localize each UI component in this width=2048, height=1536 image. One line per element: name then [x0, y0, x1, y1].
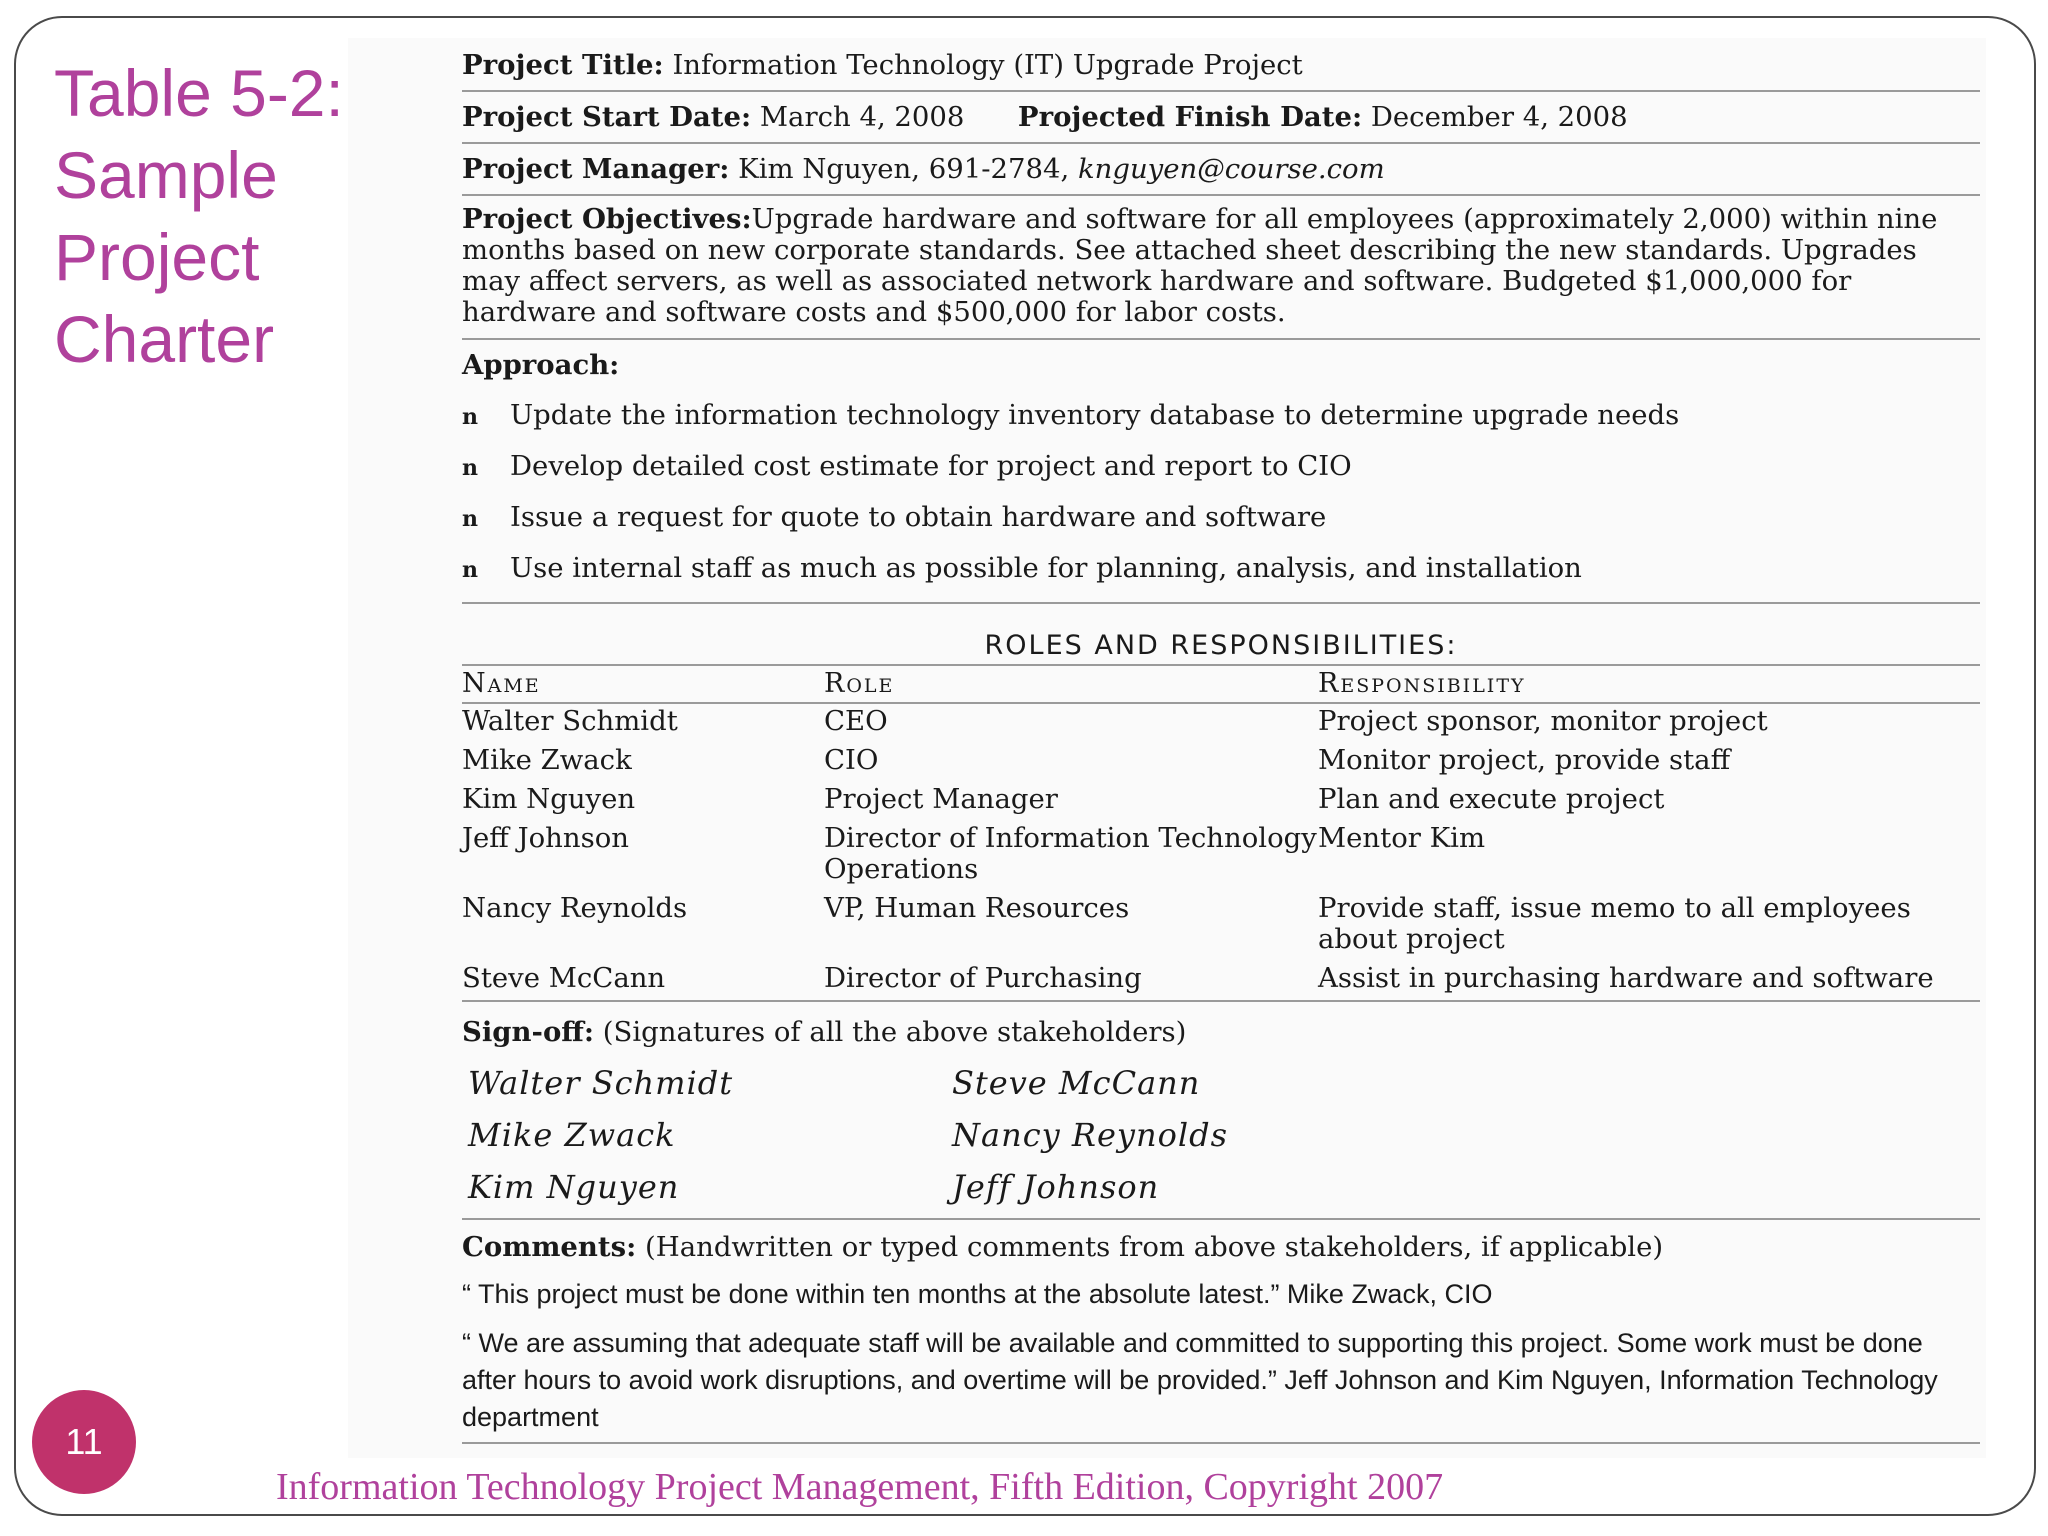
- cell-responsibility: Provide staff, issue memo to all employees about project: [1318, 892, 1911, 955]
- cell-responsibility: Plan and execute project: [1318, 783, 1665, 815]
- bullet-icon: n: [462, 557, 478, 583]
- slide-footer: Information Technology Project Management, Fifth Edition, Copyright 2007: [276, 1466, 1444, 1508]
- cell-name: Mike Zwack: [462, 744, 632, 776]
- signature-nancy-reynolds: Nancy Reynolds: [952, 1116, 1228, 1154]
- start-date-label: Project Start Date:: [462, 101, 752, 133]
- cell-role: Director of Purchasing: [824, 962, 1142, 994]
- table-row: [462, 961, 1980, 1000]
- manager-label: Project Manager:: [462, 153, 730, 185]
- table-row: [462, 782, 1980, 821]
- slide-title-line: Project: [54, 220, 260, 294]
- cell-responsibility: Project sponsor, monitor project: [1318, 705, 1768, 737]
- objectives-label: Project Objectives:: [462, 203, 752, 235]
- table-row: [462, 743, 1980, 782]
- signoff-note: (Signatures of all the above stakeholders): [602, 1016, 1187, 1048]
- finish-date-value: December 4, 2008: [1370, 101, 1628, 133]
- slide-title-line: Sample: [54, 138, 278, 212]
- list-item: n Use internal staff as much as possible for planning, analysis, and installation: [462, 543, 1980, 594]
- signature-walter-schmidt: Walter Schmidt: [468, 1064, 734, 1102]
- project-title-row: [462, 40, 1980, 92]
- cell-role: VP, Human Resources: [824, 892, 1130, 924]
- signature-jeff-johnson: Jeff Johnson: [952, 1168, 1160, 1206]
- approach-section: [462, 340, 1980, 604]
- signature-grid: [462, 1058, 1980, 1218]
- bullet-icon: n: [462, 404, 478, 430]
- project-title-value: Information Technology (IT) Upgrade Project: [672, 49, 1303, 81]
- finish-date-label: Projected Finish Date:: [1017, 101, 1363, 133]
- comments-row: [462, 1220, 1980, 1270]
- table-row: [462, 703, 1980, 743]
- signature-mike-zwack: Mike Zwack: [468, 1116, 676, 1154]
- slide-title: [54, 52, 384, 380]
- manager-value: Kim Nguyen, 691-2784,: [738, 153, 1070, 185]
- signature-steve-mccann: Steve McCann: [952, 1064, 1201, 1102]
- column-header-responsibility: Responsibility: [1318, 666, 1980, 703]
- signoff-label: Sign-off:: [462, 1016, 595, 1048]
- approach-list: [462, 390, 1980, 602]
- cell-responsibility: Assist in purchasing hardware and software: [1318, 962, 1934, 994]
- project-title-label: Project Title:: [462, 49, 664, 81]
- list-item: n Update the information technology inventory database to determine upgrade needs: [462, 390, 1980, 441]
- cell-role: CIO: [824, 744, 879, 776]
- list-item: n Issue a request for quote to obtain hardware and software: [462, 492, 1980, 543]
- cell-responsibility: Mentor Kim: [1318, 822, 1486, 854]
- manager-email: knguyen@course.com: [1077, 153, 1385, 185]
- cell-name: Walter Schmidt: [462, 705, 678, 737]
- comments-label: Comments:: [462, 1231, 637, 1263]
- bullet-icon: n: [462, 506, 478, 532]
- signature-kim-nguyen: Kim Nguyen: [468, 1168, 680, 1206]
- start-date-value: March 4, 2008: [759, 101, 965, 133]
- project-manager-row: [462, 144, 1980, 196]
- signoff-section: [462, 1002, 1980, 1220]
- column-header-name: Name: [462, 666, 824, 703]
- cell-name: Nancy Reynolds: [462, 892, 688, 924]
- slide-title-line: Charter: [54, 302, 275, 376]
- cell-role: Director of Information Technology Operations: [824, 822, 1317, 885]
- column-header-role: Role: [824, 666, 1318, 703]
- project-charter: [462, 40, 1980, 1444]
- cell-role: CEO: [824, 705, 888, 737]
- comments-section: [462, 1220, 1980, 1444]
- cell-name: Steve McCann: [462, 962, 666, 994]
- comments-note: (Handwritten or typed comments from above stakeholders, if applicable): [645, 1231, 1664, 1263]
- comment-quote: “ We are assuming that adequate staff will be available and committed to supporting this project. Some work must be done after hours to avoid work disruptions, and overtime will be provided.” Jeff Johnson and Kim Nguyen, Information Technology department: [462, 1328, 1938, 1432]
- project-dates-row: [462, 92, 1980, 144]
- approach-label: Approach:: [462, 349, 620, 381]
- objectives-text: Upgrade hardware and software for all employees (approximately 2,000) within nine months based on new corporate standards. See attached sheet describing the new standards. Upgrades may affect servers, as well as associated network hardware and software. Budgeted $1,000,000 for hardware and software costs and $500,000 for labor costs.: [462, 203, 1938, 328]
- page-number-badge: 11: [32, 1390, 136, 1494]
- table-header-row: [462, 666, 1980, 703]
- cell-role: Project Manager: [824, 783, 1058, 815]
- bullet-icon: n: [462, 455, 478, 481]
- cell-name: Jeff Johnson: [462, 822, 629, 854]
- roles-heading: ROLES AND RESPONSIBILITIES:: [462, 624, 1980, 666]
- slide-title-line: Table 5-2:: [54, 56, 344, 130]
- roles-table: [462, 666, 1980, 1000]
- table-row: [462, 891, 1980, 961]
- cell-responsibility: Monitor project, provide staff: [1318, 744, 1731, 776]
- list-item: n Develop detailed cost estimate for project and report to CIO: [462, 441, 1980, 492]
- comment-quote: “ This project must be done within ten months at the absolute latest.” Mike Zwack, CIO: [462, 1279, 1493, 1309]
- roles-section: [462, 666, 1980, 1002]
- table-row: [462, 821, 1980, 891]
- objectives-section: [462, 196, 1980, 340]
- cell-name: Kim Nguyen: [462, 783, 636, 815]
- signoff-row: [462, 1002, 1980, 1058]
